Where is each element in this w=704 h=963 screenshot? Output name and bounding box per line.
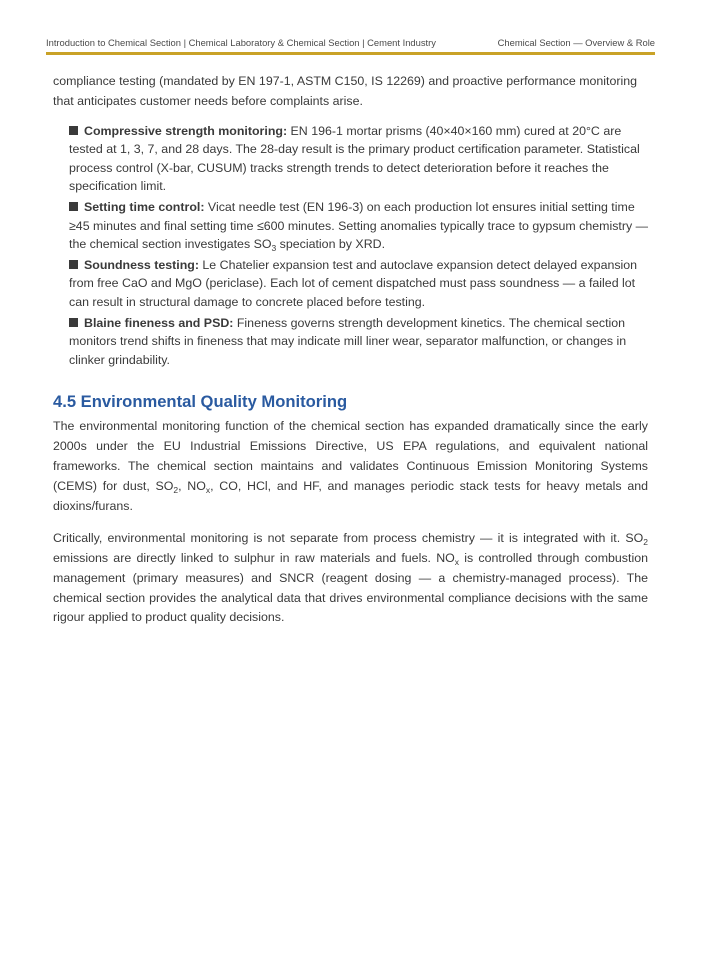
subscript: x xyxy=(205,484,211,495)
header-left-text: Introduction to Chemical Section | Chemical Laboratory & Chemical Section | Cement Industry xyxy=(46,37,436,48)
square-bullet-icon xyxy=(69,318,78,327)
list-item xyxy=(69,314,648,370)
paragraph-text: , NO xyxy=(178,478,206,493)
bullet-lead: Blaine fineness and PSD: xyxy=(84,315,234,330)
list-item xyxy=(69,198,648,254)
header-right-text: Chemical Section — Overview & Role xyxy=(497,37,655,48)
bullet-text: speciation by XRD. xyxy=(276,237,386,252)
intro-paragraph: compliance testing (mandated by EN 197-1, ASTM C150, IS 12269) and proactive performance monitoring that anticipates customer needs before complaints arise. xyxy=(53,74,638,108)
bullet-lead: Setting time control: xyxy=(84,199,205,214)
paragraph-text: , CO, HCl, and HF, and manages periodic stack tests for heavy metals and dioxins/furans. xyxy=(53,478,648,513)
bullet-text: Vicat needle test (EN 196-3) on each production lot ensures initial setting time ≥45 minutes and final setting time ≤600 minutes. Setting anomalies typically trace to gypsum chemistry — the chemical section investigates SO xyxy=(69,199,649,252)
running-header xyxy=(46,37,655,55)
subscript: x xyxy=(454,557,460,568)
bullet-text: Le Chatelier expansion test and autoclave expansion detect delayed expansion from free CaO and MgO (periclase). Each lot of cement dispatched must pass soundness — a failed lot can result in structural damage to concrete placed before testing. xyxy=(69,257,638,309)
paragraph-text: Critically, environmental monitoring is not separate from process chemistry — it is integrated with it. SO xyxy=(53,531,644,546)
list-item xyxy=(69,122,648,196)
square-bullet-icon xyxy=(69,202,78,211)
section-paragraph-1 xyxy=(53,417,648,516)
list-item xyxy=(69,256,648,312)
paragraph-spacer xyxy=(53,516,648,529)
square-bullet-icon xyxy=(69,126,78,135)
page-body xyxy=(53,72,648,628)
subscript: 3 xyxy=(271,243,277,254)
paragraph-text: The environmental monitoring function of the chemical section has expanded dramatically since the early 2000s under the EU Industrial Emissions Directive, US EPA regulations, and equivalent national frameworks. The chemical section maintains and validates Continuous Emission Monitoring Systems (CEMS) for dust, SO xyxy=(53,419,648,493)
paragraph-text: is controlled through combustion management (primary measures) and SNCR (reagent dosing — a chemistry-managed process). The chemical section provides the analytical data that drives environmental compliance decisions with the same rigour applied to product quality decisions. xyxy=(53,551,648,625)
subscript: 2 xyxy=(173,484,179,495)
subscript: 2 xyxy=(643,537,648,548)
bullet-lead: Compressive strength monitoring: xyxy=(84,123,288,138)
square-bullet-icon xyxy=(69,260,78,269)
section-heading: 4.5 Environmental Quality Monitoring xyxy=(53,392,348,412)
bullet-text: Fineness governs strength development kinetics. The chemical section monitors trend shifts in fineness that may indicate mill liner wear, separator malfunction, or changes in clinker grindability. xyxy=(69,315,627,367)
section-paragraph-2 xyxy=(53,529,648,628)
quality-test-list xyxy=(53,122,648,370)
bullet-lead: Soundness testing: xyxy=(84,257,199,272)
bullet-text: EN 196-1 mortar prisms (40×40×160 mm) cured at 20°C are tested at 1, 3, 7, and 28 days. The 28-day result is the primary product certification parameter. Statistical process control (X-bar, CUSUM) tracks strength trends to detect deterioration before it reaches the specification limit. xyxy=(69,123,640,194)
paragraph-text: emissions are directly linked to sulphur in raw materials and fuels. NO xyxy=(53,551,455,566)
